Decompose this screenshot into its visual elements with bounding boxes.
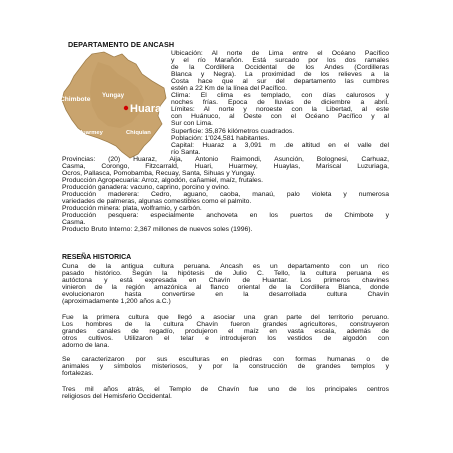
poblacion-line: Población: 1'024,581 habitantes. [171, 134, 270, 142]
ubicacion-line: de la Cordillera Occidental de los Andes (Cordilleras [171, 64, 389, 72]
map-label-huarmey: Huarmey [78, 130, 103, 136]
detail-line: Producto Bruto Interno: 2,367 millones de nuevos soles (1996). [62, 226, 253, 234]
map-label-huaraz: Huaraz [130, 103, 167, 115]
ubicacion-line: estén a 22 Km de la línea del Pacífico. [171, 85, 287, 93]
detail-line: Producción minera: plata, wolframio, y carbón. [62, 205, 202, 213]
superficie-line: Superficie: 35,876 kilómetros cuadrados. [171, 127, 295, 135]
paragraph-line: Cuna de la antigua cultura peruana. Ancash es un departamento con un rico [62, 263, 389, 270]
paragraph-line: autóctona y está expresada en Chavín de Huantar. Los primeros chavines [62, 277, 389, 285]
clima-line: noches frías. Epoca de lluvias de diciembre a abril. [171, 99, 389, 107]
detail-line: Producción maderera: Cedro, aguano, caoba, manaú, palo violeta y numerosa [62, 191, 389, 199]
map-label-chiquian: Chiquian [126, 130, 151, 136]
resena-paragraph-4 [62, 386, 389, 400]
ubicacion-line: Costa hace que al sur del departamento las cumbres [171, 78, 389, 86]
detail-line: Producción Agropecuaria: Arroz, algodón, cañamiel, maíz, frutales. [62, 177, 263, 185]
map-label-chimbote: Chimbote [60, 96, 91, 103]
limites-line: con Huánuco, al Oeste con el Océano Pacífico y al [171, 113, 389, 121]
limites-line: Límites: Al norte y noroeste con la Libertad, al este [171, 106, 389, 114]
paragraph-line: pasado histórico. Según la hipótesis de Julio C. Tello, la cultura peruana es [62, 270, 389, 278]
section-heading: RESEÑA HISTORICA [62, 254, 132, 261]
paragraph-line: otros cultivos. Utilizaron el telar e introdujeron los vestidos de algodón con [62, 335, 389, 343]
detail-line: variedades de palmeras, algunas comestibles como el palmito. [62, 198, 252, 206]
resena-paragraph-3 [62, 356, 389, 377]
paragraph-line: adorno de lana. [62, 342, 110, 350]
capital-marker [124, 106, 128, 110]
ubicacion-line: y el río Marañón. Está surcado por los dos ramales [171, 57, 389, 65]
paragraph-line: Los hombres de la cultura Chavín fueron grandes agricultores, construyeron [62, 321, 389, 329]
resena-paragraph-1 [62, 263, 389, 305]
info-column [171, 50, 389, 156]
map-label-yungay: Yungay [102, 92, 125, 99]
detail-line: Producción ganadera: vacuno, caprino, porcino y ovino. [62, 184, 230, 192]
ancash-map [58, 48, 170, 160]
paragraph-line: Fue la primera cultura que llegó a asociar una gran parte del territorio peruano. [62, 314, 389, 321]
detail-line: Casma, Corongo, Fitzcarrald, Huari, Huarmey, Huaylas, Mariscal Luzuriaga, [62, 163, 389, 171]
capital-line: Capital: Huaraz a 3,091 m .de altitud en el valle del [171, 141, 389, 149]
clima-line: Clima: El clima es templado, con días calurosos y [171, 92, 389, 100]
paragraph-line: Tres mil años atrás, el Templo de Chavín fue uno de los principales centros [62, 386, 389, 393]
detail-line: Provincias: (20) Huaraz, Aija, Antonio Raimondi, Asunción, Bolognesi, Carhuaz, [62, 156, 389, 163]
resena-paragraph-2 [62, 314, 389, 349]
paragraph-line: vinieron de la región amazónica al flanco oriental de la Cordillera Blanca, donde [62, 284, 389, 292]
ubicacion-line: Ubicación: Al norte de Lima entre el Océano Pacífico [171, 50, 389, 57]
paragraph-line: religiosos del Hemisferio Occidental. [62, 393, 172, 401]
capital-line: río Santa. [171, 148, 201, 156]
limites-line: Sur con Lima. [171, 120, 213, 128]
detail-line: Casma. [62, 219, 86, 227]
map-graphic [58, 48, 170, 160]
paragraph-line: (aproximadamente 1,200 años a.C.) [62, 298, 171, 306]
details-block [62, 156, 389, 234]
paragraph-line: evolucionaron hasta convertirse en la desarrollada cultura Chavín [62, 291, 389, 299]
paragraph-line: grandes canales de regadío, produjeron el maíz en vasta escala, además de [62, 328, 389, 336]
ubicacion-line: Blanca y Negra). La proximidad de los relieves a la [171, 71, 389, 79]
detail-line: Ocros, Pallasca, Pomobamba, Recuay, Santa, Sihuas y Yungay. [62, 170, 256, 178]
paragraph-line: fortalezas. [62, 370, 94, 378]
detail-line: Producción pesquera: especialmente anchoveta en los puertos de Chimbote y [62, 212, 389, 220]
paragraph-line: Se caracterizaron por sus esculturas en piedras con formas humanas o de [62, 356, 389, 363]
paragraph-line: animales y símbolos misteriosos, y por la construcción de grandes templos y [62, 363, 389, 371]
page-title: DEPARTAMENTO DE ANCASH [68, 40, 175, 49]
